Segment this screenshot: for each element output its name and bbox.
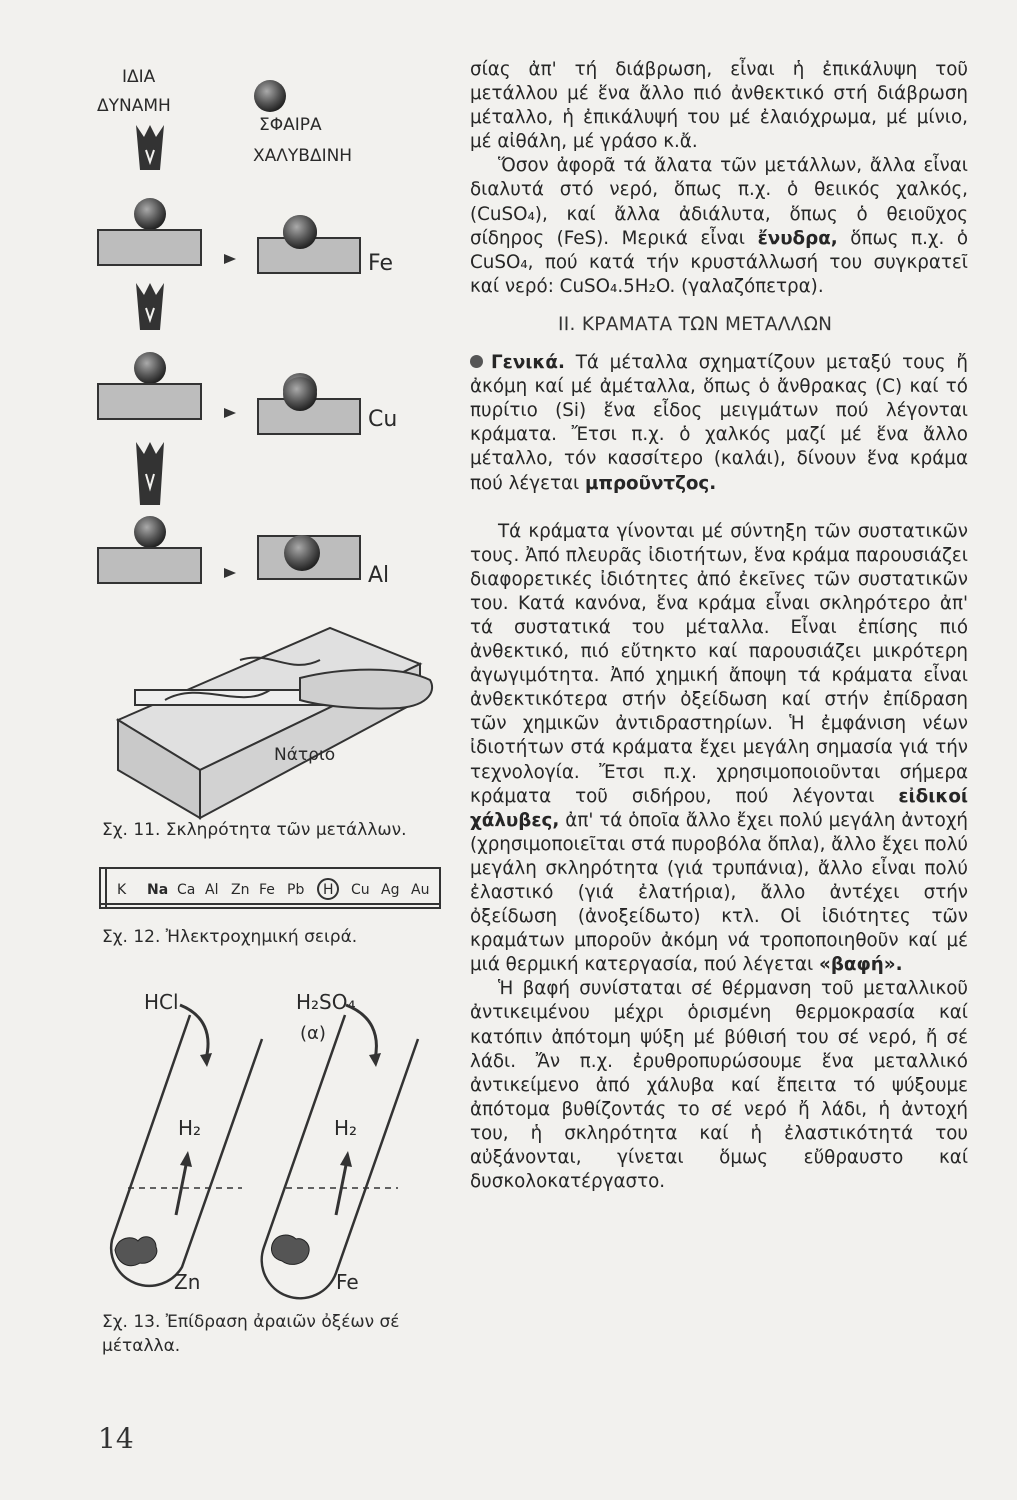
series-element: Au [411,882,430,898]
series-element: Na [147,882,169,898]
label-force-2: ΔΥΝΑΜΗ [97,96,171,116]
paragraph [470,520,968,978]
force-arrow-icon [136,442,164,505]
ball-indent-cu-cover [283,377,317,411]
paragraph: σίας ἀπ' τή διάβρωση, εἶναι ἡ ἐπικάλυψη τοῦ μετάλλου μέ ἕνα ἄλλο πιό ἀνθεκτικό στή διάβρωση μέταλλο, ἡ ἐπικάλυψή του μέ ἐλαιόχρωμα, μέ μίνιο, μέ αἰθάλη, μέ γράσο κ.ἄ. [470,59,968,153]
label-ball-2: ΧΑΛΥΒΔΙΝΗ [253,146,353,166]
figure-13-acids-on-metals [0,975,460,1305]
paragraph: Ἡ βαφή συνίσταται σέ θέρμανση τοῦ μεταλλικοῦ ἀντικειμένου μέχρι ὁρισμένη θερμοκρασία καί κατόπιν ἀπότομη ψύξη μέ βύθισή του σέ νερό, ἤ σέ λάδι. Ἄν π.χ. ἐρυθροπυρώσουμε ἕνα μεταλλικό ἀντικείμενο ἀπό χάλυβα καί ἔπειτα τό ψύξουμε ἀπότομα βυθίζοντάς το σέ νερό ἤ λάδι, ἡ ἀντοχή του, ἡ σκληρότητα καί ἡ ἐλαστικότητά του αὐξάνονται, γίνεται ὅμως εὔθραυστο καί δυσκολοκατέργαστο. [470,978,968,1193]
gas-label-1: H₂ [178,1116,202,1140]
figure-11-hardness [0,0,460,820]
arrow-right-icon [224,408,236,418]
sodium-label: Νάτριο [274,745,336,765]
metal-label-al: Al [368,563,390,588]
gas-label-2: H₂ [334,1116,358,1140]
series-element: Ca [177,882,196,898]
pour-arrow-icon [369,1053,381,1067]
series-element: Zn [231,882,250,898]
ball-indent-fe-cover [283,215,317,249]
acid-label-h2so4: H₂SO₄ [296,990,356,1014]
bold-term: Γενικά. [491,352,565,374]
bold-term: ἔνυδρα, [757,227,838,249]
figure-11-caption: Σχ. 11. Σκληρότητα τῶν μετάλλων. [102,820,407,840]
gas-arrow-icon [336,1165,346,1215]
metal-label-fe: Fe [368,251,393,276]
section-heading: ΙΙ. ΚΡΑΜΑΤΑ ΤΩΝ ΜΕΤΑΛΛΩΝ [558,313,833,335]
arrow-right-icon [224,568,236,578]
series-element: Fe [259,882,275,898]
page-number: 14 [98,1422,134,1455]
metal-label-zn: Zn [174,1270,201,1294]
figure-13-caption [102,1310,400,1358]
gas-arrow-icon [176,1165,186,1215]
series-element: Cu [351,882,370,898]
text-run: ὅπως π.χ. ὁ CuSO₄, πού κατά τήν κρυστάλλωσή του συγκρατεῖ καί νερό: CuSO₄.5H₂O. (γαλαζόπετρα). [470,227,969,297]
ball-left [134,198,166,230]
zinc-pieces [115,1237,157,1266]
text-run: Ὅσον ἀφορᾶ τά ἄλατα τῶν μετάλλων, ἄλλα εἶναι διαλυτά στό νερό, ὅπως π.χ. ὁ θειικός χαλκός, (CuSO₄), καί ἄλλα ἀδιάλυτα, ὅπως ὁ θειοῦχος σίδηρος (FeS). Μερικά εἶναι [470,155,968,249]
text-run: Τά μέταλλα σχηματίζουν μεταξύ τους ἤ ἀκόμη καί μέ ἀμέταλλα, ὅπως ὁ ἄνθρακας (C) καί τό πυρίτιο (Si) ἕνα εἶδος μειγμάτων πού λέγονται κράματα. Ἔτσι π.χ. ὁ χαλκός μαζί μέ ἕνα ἄλλο μέταλλο, τόν κασσίτερο (καλάι), δίνουν ἕνα κράμα πού λέγεται [470,352,968,494]
label-force-1: ΙΔΙΑ [122,67,156,87]
ball-left [134,352,166,384]
metal-label-fe: Fe [336,1270,359,1294]
label-ball-1: ΣΦΑΙΡΑ [259,115,322,135]
paragraph [470,351,968,496]
sodium-knife-illustration [118,628,432,818]
ball-left [134,516,166,548]
figure-12-electrochemical-series [95,864,455,914]
ball-indent-al [284,535,320,571]
metal-block-left [98,384,201,419]
force-arrow-icon [136,125,164,170]
gas-arrow-icon [340,1151,352,1167]
text-column [470,58,968,1194]
acid-label-hcl: HCl [144,990,179,1014]
pour-arrow-icon [200,1053,212,1067]
metal-block-left [98,548,201,583]
figure-13-caption-line-1: Σχ. 13. Ἐπίδραση ἀραιῶν ὀξέων σέ [102,1312,400,1332]
iron-pieces [271,1235,309,1264]
series-element: K [117,882,127,898]
force-arrow-icon [136,283,164,330]
figure-12-caption: Σχ. 12. Ἠλεκτροχημική σειρά. [102,927,358,947]
gas-arrow-icon [180,1151,192,1167]
bold-term: μπροῦντζος. [585,472,717,494]
bold-term: «βαφή». [819,954,903,976]
bold-term: εἰδικοί χάλυβες, [470,785,968,831]
acid-note: (α) [300,1023,326,1044]
metal-block-left [98,230,201,265]
figure-13-caption-line-2: μέταλλα. [102,1336,181,1356]
steel-ball [254,80,286,112]
arrow-right-icon [224,254,236,264]
text-run: ἀπ' τά ὁποῖα ἄλλο ἔχει πολύ μεγάλη ἀντοχή (χρησιμοποιεῖται στά πυροβόλα ὅπλα), ἄλλο ἔχει πολύ μεγάλη σκληρότητα (γιά τρυπάνια), ἄλλο εἶναι πολύ ἐλαστικό (γιά ἐλατήρια), ἄλλο ἀντέχει στήν ὀξείδωση (ἀνοξείδωτο) κτλ. Οἱ ἰδιότητες τῶν κραμάτων μποροῦν ἀκόμη νά τροποποιηθοῦν καί μέ μιά θερμική κατεργασία, πού λέγεται [470,809,968,976]
bullet-icon [470,355,483,368]
paragraph [470,154,968,299]
series-element: Pb [287,882,305,898]
text-run: Τά κράματα γίνονται μέ σύντηξη τῶν συστατικῶν τους. Ἀπό πλευρᾶς ἰδιοτήτων, ἕνα κράμα παρουσιάζει διαφορετικές ἰδιότητες ἀπό ἐκεῖνες τῶν συστατικῶν του. Κατά κανόνα, ἕνα κράμα εἶναι σκληρότερο ἀπ' τά συστατικά του μέταλλα. Εἶναι ἐπίσης πιό ἀνθεκτικό, πιό εὔτηκτο καί παρουσιάζει μικρότερη ἀγωγιμότητα. Ἀπό χημική ἄποψη τά κράματα εἶναι ἀνθεκτικότερα στήν ὀξείδωση καί στήν ἐπίδραση τῶν χημικῶν ἀντιδραστηρίων. Ἡ ἐμφάνιση νέων ἰδιοτήτων στά κράματα ἔχει μεγάλη σημασία γιά τήν τεχνολογία. Ἔτσι π.χ. χρησιμοποιοῦνται σήμερα κράματα τοῦ σιδήρου, πού λέγονται [470,520,968,807]
series-element: Al [205,882,219,898]
series-element: H [323,882,334,898]
metal-label-cu: Cu [368,407,398,432]
series-element: Ag [381,882,400,898]
